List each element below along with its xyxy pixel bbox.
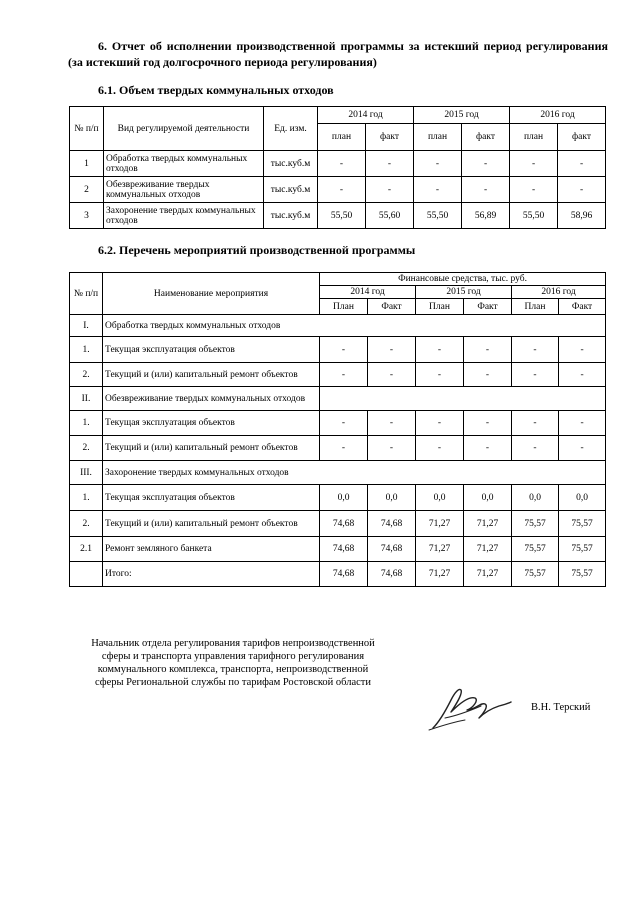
table-row — [70, 485, 606, 511]
row-name: Обработка твердых коммунальных отходов — [103, 315, 606, 337]
row-num: 2. — [70, 511, 103, 537]
cell-value: 71,27 — [464, 537, 512, 562]
cell-value: 55,50 — [318, 203, 366, 229]
cell-value: - — [512, 411, 559, 436]
header-plan: План — [416, 299, 464, 315]
cell-value: 74,68 — [368, 537, 416, 562]
signatory-position: Начальник отдела регулирования тарифов непроизводственной сферы и транспорта управления тарифного регулирования коммунального комплекса, транспорта, непроизводственной сферы Региональной службы по тарифам Ростовской области — [91, 638, 375, 688]
cell-value: - — [462, 151, 510, 177]
cell-value: 75,57 — [559, 537, 606, 562]
header-fact: Факт — [368, 299, 416, 315]
cell-value: 71,27 — [464, 562, 512, 587]
row-name: Обезвреживание твердых коммунальных отходов — [103, 387, 320, 411]
row-num: III. — [70, 461, 103, 485]
row-unit: тыс.куб.м — [264, 151, 318, 177]
handwritten-signature — [425, 682, 515, 732]
cell-value: 75,57 — [559, 562, 606, 587]
section-6-title: 6. Отчет об исполнении производственной программы за истекший период регулирования (за истекший год долгосрочного периода регулирования) — [68, 39, 608, 69]
cell-value: - — [558, 151, 606, 177]
row-unit: тыс.куб.м — [264, 177, 318, 203]
cell-value: 0,0 — [464, 485, 512, 511]
cell-value: - — [559, 337, 606, 363]
cell-value: 71,27 — [416, 562, 464, 587]
header-fact: Факт — [559, 299, 606, 315]
header-plan: План — [320, 299, 368, 315]
table-row — [70, 511, 606, 537]
header-year: 2014 год — [318, 107, 414, 124]
table-row — [70, 436, 606, 461]
cell-value: - — [368, 337, 416, 363]
header-num: № п/п — [70, 273, 103, 315]
cell-value: 0,0 — [559, 485, 606, 511]
cell-value: - — [416, 411, 464, 436]
cell-value: - — [414, 177, 462, 203]
cell-value: - — [512, 337, 559, 363]
cell-value: - — [464, 411, 512, 436]
row-name: Захоронение твердых коммунальных отходов — [104, 203, 264, 229]
cell-value: 71,27 — [416, 511, 464, 537]
row-name: Захоронение твердых коммунальных отходов — [103, 461, 606, 485]
table-row — [70, 203, 606, 229]
cell-value: - — [559, 363, 606, 387]
table-row — [70, 411, 606, 436]
header-year: 2015 год — [416, 286, 512, 299]
row-name: Текущий и (или) капитальный ремонт объектов — [103, 511, 320, 537]
cell-value: 0,0 — [512, 485, 559, 511]
table-header-row — [70, 273, 606, 286]
cell-value: 75,57 — [559, 511, 606, 537]
cell-value: - — [510, 151, 558, 177]
header-fact: факт — [558, 124, 606, 151]
cell-value: 55,50 — [414, 203, 462, 229]
row-name: Обезвреживание твердых коммунальных отходов — [104, 177, 264, 203]
cell-value: 56,89 — [462, 203, 510, 229]
row-unit: тыс.куб.м — [264, 203, 318, 229]
header-fact: факт — [366, 124, 414, 151]
header-finance: Финансовые средства, тыс. руб. — [320, 273, 606, 286]
table-row — [70, 461, 606, 485]
table-row — [70, 537, 606, 562]
cell-value: 0,0 — [368, 485, 416, 511]
row-name: Обработка твердых коммунальных отходов — [104, 151, 264, 177]
cell-value: - — [416, 436, 464, 461]
cell-value: - — [366, 151, 414, 177]
header-fact: факт — [462, 124, 510, 151]
cell-value: 55,50 — [510, 203, 558, 229]
header-year: 2015 год — [414, 107, 510, 124]
measures-table — [69, 272, 606, 587]
row-num: 1. — [70, 411, 103, 436]
table-row — [70, 151, 606, 177]
row-num: 3 — [70, 203, 104, 229]
header-name: Наименование мероприятия — [103, 273, 320, 315]
row-num: 1. — [70, 337, 103, 363]
cell-value: - — [558, 177, 606, 203]
cell-value: 75,57 — [512, 562, 559, 587]
cell-value: - — [416, 337, 464, 363]
cell-value: 71,27 — [464, 511, 512, 537]
cell-value: - — [368, 436, 416, 461]
header-num: № п/п — [70, 107, 104, 151]
cell-value: - — [320, 363, 368, 387]
header-plan: план — [318, 124, 366, 151]
cell-empty — [320, 387, 606, 411]
header-fact: Факт — [464, 299, 512, 315]
cell-value: - — [368, 363, 416, 387]
table-row — [70, 337, 606, 363]
header-plan: план — [510, 124, 558, 151]
cell-value: 55,60 — [366, 203, 414, 229]
row-num — [70, 562, 103, 587]
header-year: 2016 год — [512, 286, 606, 299]
row-name: Текущая эксплуатация объектов — [103, 337, 320, 363]
cell-value: 71,27 — [416, 537, 464, 562]
cell-value: - — [366, 177, 414, 203]
header-unit: Ед. изм. — [264, 107, 318, 151]
row-name: Текущая эксплуатация объектов — [103, 485, 320, 511]
cell-value: - — [318, 177, 366, 203]
row-num: I. — [70, 315, 103, 337]
cell-value: - — [414, 151, 462, 177]
cell-value: 74,68 — [368, 511, 416, 537]
row-name: Текущий и (или) капитальный ремонт объектов — [103, 436, 320, 461]
cell-value: - — [318, 151, 366, 177]
header-year: 2014 год — [320, 286, 416, 299]
cell-value: - — [320, 436, 368, 461]
row-name: Текущая эксплуатация объектов — [103, 411, 320, 436]
cell-value: - — [464, 363, 512, 387]
cell-value: - — [559, 411, 606, 436]
table-total-row — [70, 562, 606, 587]
header-plan: План — [512, 299, 559, 315]
table-row — [70, 177, 606, 203]
table-header-row — [70, 107, 606, 124]
table-row — [70, 315, 606, 337]
header-year: 2016 год — [510, 107, 606, 124]
row-num: 2 — [70, 177, 104, 203]
table-row — [70, 387, 606, 411]
row-num: 1. — [70, 485, 103, 511]
waste-volume-table — [69, 106, 606, 229]
cell-value: - — [559, 436, 606, 461]
signatory-name: В.Н. Терский — [531, 702, 591, 713]
section-6-1-title: 6.1. Объем твердых коммунальных отходов — [98, 83, 334, 97]
cell-value: - — [464, 337, 512, 363]
cell-value: 0,0 — [320, 485, 368, 511]
cell-value: - — [464, 436, 512, 461]
row-num: II. — [70, 387, 103, 411]
cell-value: - — [512, 363, 559, 387]
cell-value: - — [320, 411, 368, 436]
cell-value: 74,68 — [320, 562, 368, 587]
header-activity: Вид регулируемой деятельности — [104, 107, 264, 151]
cell-value: 74,68 — [320, 511, 368, 537]
row-num: 2. — [70, 363, 103, 387]
cell-value: 74,68 — [320, 537, 368, 562]
cell-value: 74,68 — [368, 562, 416, 587]
section-6-2-title: 6.2. Перечень мероприятий производственной программы — [98, 243, 416, 257]
cell-value: 58,96 — [558, 203, 606, 229]
row-name: Итого: — [103, 562, 320, 587]
cell-value: - — [462, 177, 510, 203]
cell-value: 75,57 — [512, 537, 559, 562]
table-row — [70, 363, 606, 387]
cell-value: - — [320, 337, 368, 363]
header-plan: план — [414, 124, 462, 151]
cell-value: - — [416, 363, 464, 387]
cell-value: - — [368, 411, 416, 436]
row-num: 2. — [70, 436, 103, 461]
row-name: Ремонт земляного банкета — [103, 537, 320, 562]
cell-value: - — [510, 177, 558, 203]
cell-value: 75,57 — [512, 511, 559, 537]
row-name: Текущий и (или) капитальный ремонт объектов — [103, 363, 320, 387]
row-num: 2.1 — [70, 537, 103, 562]
row-num: 1 — [70, 151, 104, 177]
cell-value: - — [512, 436, 559, 461]
cell-value: 0,0 — [416, 485, 464, 511]
